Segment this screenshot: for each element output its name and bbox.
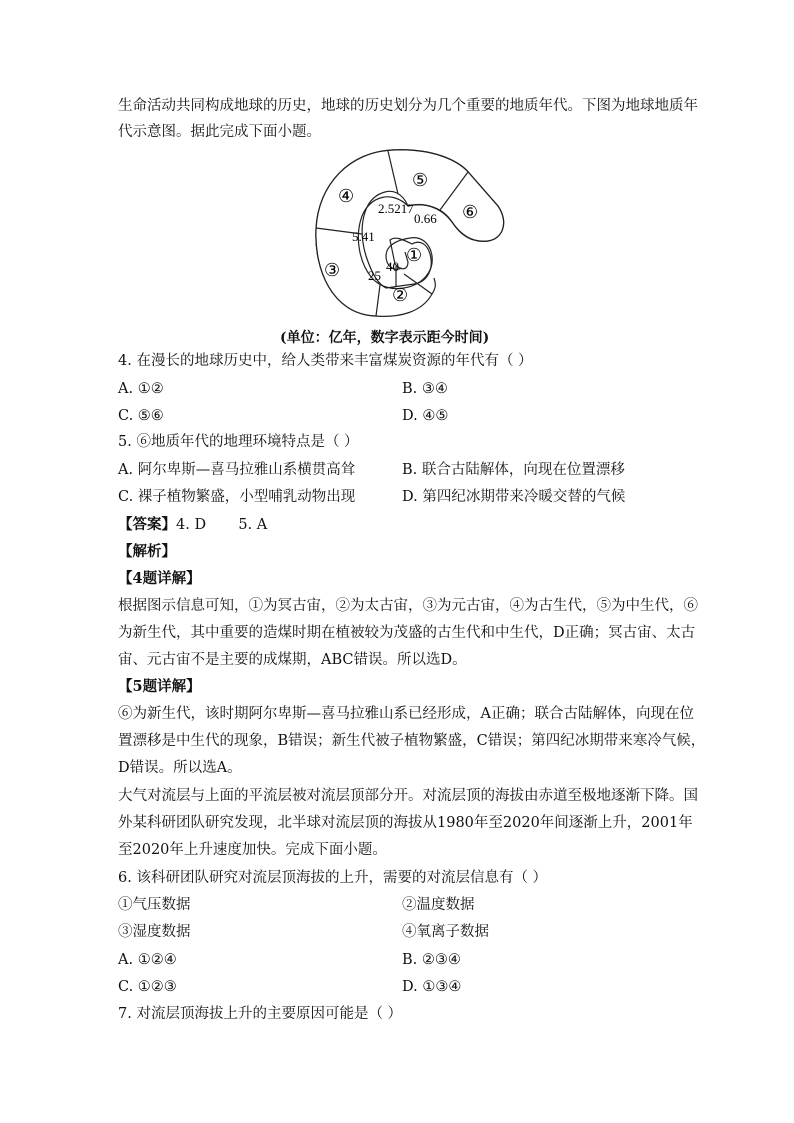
q4-stem: 4. 在漫长的地球历史中，给人类带来丰富煤炭资源的年代有（ ） <box>118 353 533 369</box>
q6-option-d[interactable]: D. ①③④ <box>402 979 462 995</box>
q4-detail-line-2: 为新生代，其中重要的造煤时期在植被较为茂盛的古生代和中生代，D正确；冥古宙、太古 <box>118 625 696 641</box>
q5-option-c[interactable]: C. 裸子植物繁盛，小型哺乳动物出现 <box>118 489 356 505</box>
era-label-6: ⑥ <box>462 202 479 222</box>
q6-item-1: ①气压数据 <box>118 897 191 913</box>
q5-detail-line-1: ⑥为新生代，该时期阿尔卑斯—喜马拉雅山系已经形成，A正确；联合古陆解体，向现在位 <box>118 706 694 722</box>
q5-detail-line-2: 置漂移是中生代的现象，B错误；新生代被子植物繁盛，C错误；第四纪冰期带来寒冷气候， <box>118 733 706 749</box>
q6-items-row-2 <box>118 922 678 942</box>
time-40: 40 <box>386 259 399 274</box>
spiral-band-outer <box>316 150 504 316</box>
era-label-1: ① <box>406 245 423 265</box>
q4-option-row-2 <box>118 406 678 426</box>
time-2-5217: 2.5217 <box>378 201 414 216</box>
q4-option-row-1 <box>118 379 678 399</box>
q5-option-row-2 <box>118 487 678 507</box>
q6-item-3: ③湿度数据 <box>118 924 191 940</box>
intro-line-2: 代示意图。据此完成下面小题。 <box>118 124 321 140</box>
q5-detail-label: 【5题详解】 <box>118 678 201 695</box>
time-25: 25 <box>368 268 381 283</box>
answer-line <box>118 515 678 535</box>
q6-item-4: ④氧离子数据 <box>402 924 489 940</box>
q6-item-2: ②温度数据 <box>402 897 475 913</box>
diagram-caption: (单位：亿年，数字表示距今时间) <box>280 330 490 346</box>
q6-option-row-2 <box>118 977 678 997</box>
q5-option-a[interactable]: A. 阿尔卑斯—喜马拉雅山系横贯高耸 <box>118 462 356 478</box>
era-label-2: ② <box>392 285 409 305</box>
q5-detail-line-3: D错误。所以选A。 <box>118 760 242 776</box>
q4-detail-line-1: 根据图示信息可知，①为冥古宙，②为太古宙，③为元古宙，④为古生代，⑤为中生代，⑥ <box>118 598 698 614</box>
intro2-line-1: 大气对流层与上面的平流层被对流层顶部分开。对流层顶的海拔由赤道至极地逐渐下降。国 <box>118 788 698 804</box>
q6-option-c[interactable]: C. ①②③ <box>118 979 177 995</box>
intro-line-1: 生命活动共同构成地球的历史，地球的历史划分为几个重要的地质年代。下图为地球地质年 <box>118 98 698 114</box>
divider-1-2 <box>404 274 432 294</box>
analysis-label: 【解析】 <box>118 543 176 560</box>
q6-stem: 6. 该科研团队研究对流层顶海拔的上升，需要的对流层信息有（ ） <box>118 870 548 886</box>
q7-stem: 7. 对流层顶海拔上升的主要原因可能是（ ） <box>118 1006 403 1022</box>
q4-option-a[interactable]: A. ①② <box>118 381 164 397</box>
answer-text: 4. D 5. A <box>176 517 268 533</box>
q6-items-row-1 <box>118 895 678 915</box>
q4-detail-line-3: 宙、元古宙不是主要的成煤期，ABC错误。所以选D。 <box>118 652 467 668</box>
era-label-4: ④ <box>338 186 355 206</box>
era-label-5: ⑤ <box>412 170 429 190</box>
divider-4-5 <box>388 151 398 194</box>
spiral-outline <box>316 150 504 316</box>
q4-option-c[interactable]: C. ⑤⑥ <box>118 408 164 424</box>
q6-option-a[interactable]: A. ①②④ <box>118 952 177 968</box>
q4-option-d[interactable]: D. ④⑤ <box>402 408 449 424</box>
geologic-era-diagram <box>300 144 510 324</box>
intro2-line-2: 外某科研团队研究发现，北半球对流层顶的海拔从1980年至2020年间逐渐上升，2001年 <box>118 815 693 831</box>
q5-option-b[interactable]: B. 联合古陆解体，向现在位置漂移 <box>402 462 625 478</box>
time-0-66: 0.66 <box>414 211 437 226</box>
divider-2-3 <box>376 285 380 316</box>
q5-stem: 5. ⑥地质年代的地理环境特点是（ ） <box>118 434 359 450</box>
q4-option-b[interactable]: B. ③④ <box>402 381 448 397</box>
q4-detail-label: 【4题详解】 <box>118 570 201 587</box>
q6-option-row-1 <box>118 950 678 970</box>
era-label-3: ③ <box>324 260 341 280</box>
q6-option-b[interactable]: B. ②③④ <box>402 952 461 968</box>
answer-label: 【答案】 <box>118 516 176 533</box>
q5-option-row-1 <box>118 460 678 480</box>
intro2-line-3: 至2020年上升速度加快。完成下面小题。 <box>118 842 387 858</box>
q5-option-d[interactable]: D. 第四纪冰期带来冷暖交替的气候 <box>402 489 626 505</box>
time-5-41: 5.41 <box>352 229 375 244</box>
